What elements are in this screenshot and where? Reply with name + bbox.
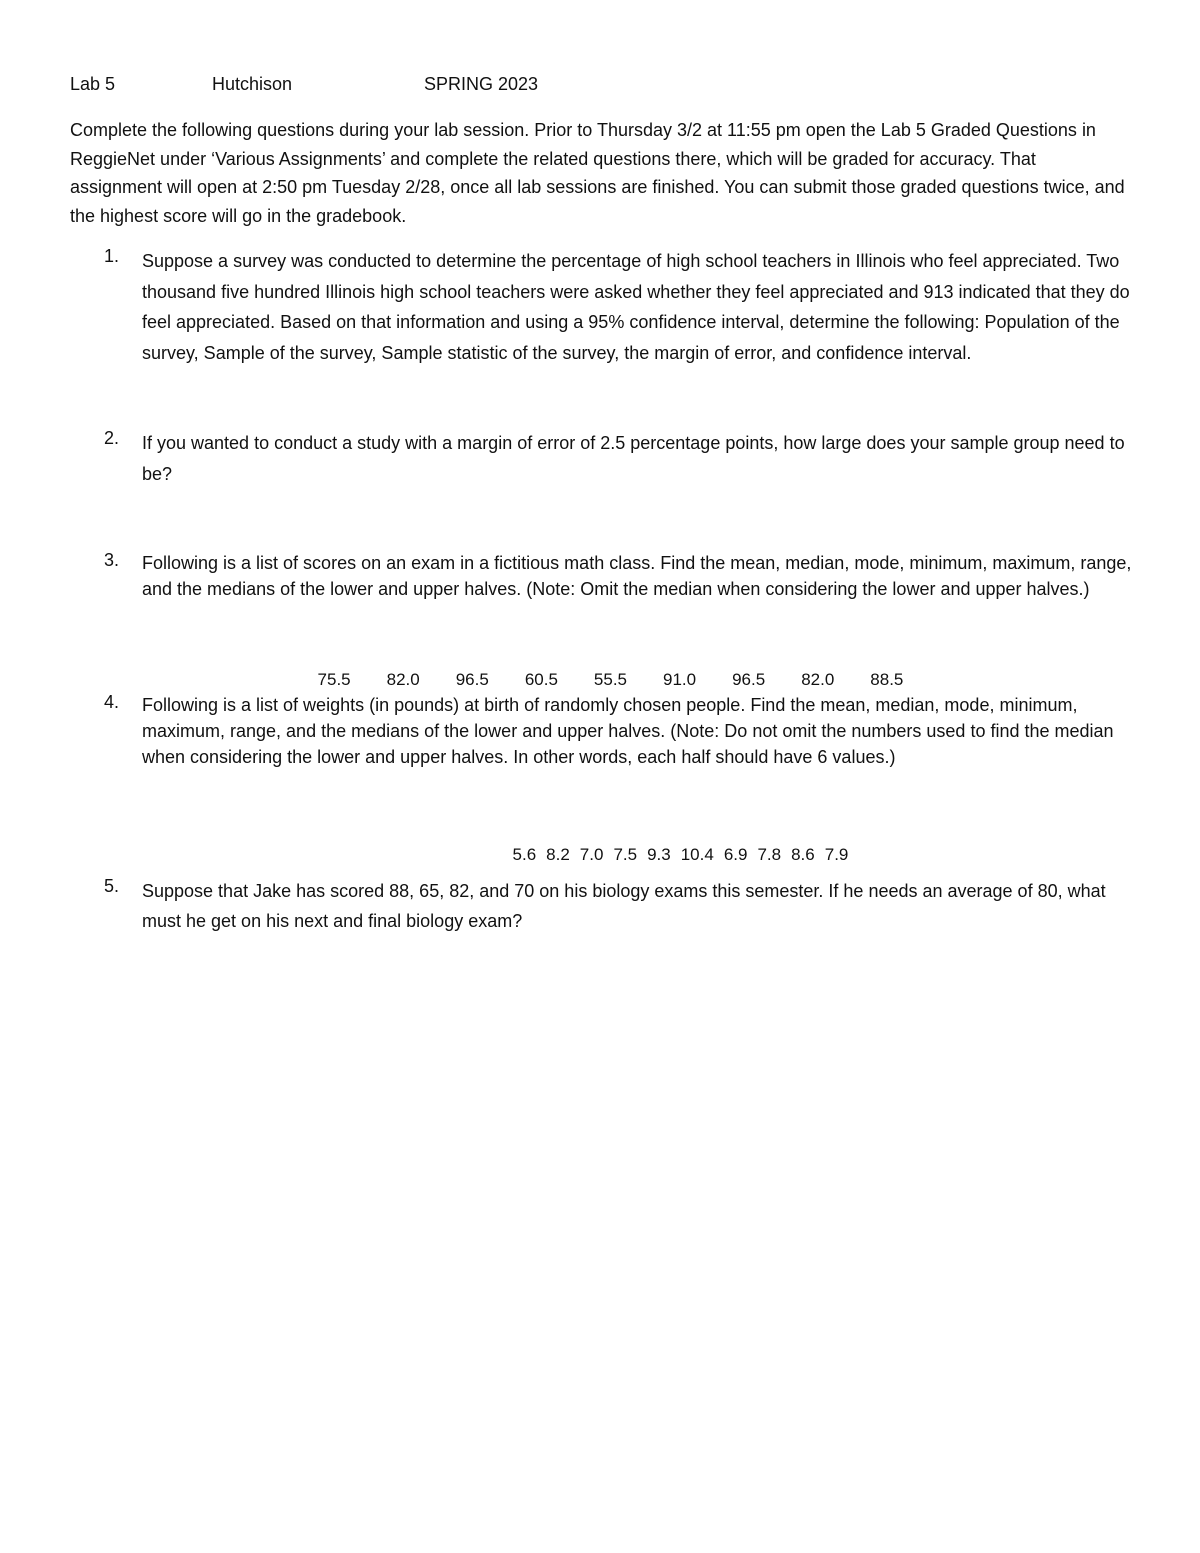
question-number: 1. [104,246,120,266]
question-text: Suppose a survey was conducted to determine the percentage of high school teachers in Illinois who feel appreciated. Two thousand five hundred Illinois high school teachers were asked whether they feel appreciated and 913 indicated that they do feel appreciated. Based on that information and using a 95% confidence interval, determine the following: Population of the survey, Sample of the survey, Sample statistic of the survey, the margin of error, and confidence interval. [142,251,1130,363]
question-3 [70,550,1132,602]
term-label: SPRING 2023 [424,74,539,94]
weight-value: 5.6 [512,845,537,864]
weight-value: 8.2 [546,845,570,864]
score-value: 82.0 [801,670,835,689]
question-1 [70,246,1132,368]
score-value: 60.5 [524,670,558,689]
weight-value: 7.9 [824,845,849,864]
question-number: 5. [104,876,120,896]
score-value: 82.0 [386,670,420,689]
question-text: Following is a list of weights (in pounds) at birth of randomly chosen people. Find the mean, median, mode, minimum, maximum, range, and the medians of the lower and upper halves. (Note: Do not omit the numbers used to find the median when considering the lower and upper halves. In other words, each half should have 6 values.) [142,695,1114,767]
weight-value: 7.5 [613,845,638,864]
weight-value: 10.4 [680,845,714,864]
question-5 [70,876,1132,936]
question-number: 2. [104,428,120,448]
score-value: 96.5 [732,670,766,689]
weight-value: 6.9 [723,845,748,864]
weight-value: 7.0 [579,845,604,864]
weight-value: 7.8 [757,845,782,864]
score-value: 96.5 [455,670,489,689]
question-2 [70,428,1132,489]
weight-value: 9.3 [647,845,671,864]
question-number: 3. [104,550,120,570]
score-value: 91.0 [663,670,697,689]
weight-value: 8.6 [791,845,815,864]
question-4 [70,692,1132,770]
score-value: 75.5 [317,670,351,689]
question-text: Suppose that Jake has scored 88, 65, 82, and 70 on his biology exams this semester. If he needs an average of 80, what must he get on his next and final biology exam? [142,881,1106,931]
lab-title: Lab 5 [70,74,116,94]
score-value: 55.5 [593,670,627,689]
score-value: 88.5 [870,670,904,689]
document-header [70,74,1130,98]
instructor-name: Hutchison [212,74,293,94]
intro-paragraph: Complete the following questions during your lab session. Prior to Thursday 3/2 at 11:55 pm open the Lab 5 Graded Questions in ReggieNet under ‘Various Assignments’ and complete the related questions there, which will be graded for accuracy. That assignment will open at 2:50 pm Tuesday 2/28, once all lab sessions are finished. You can submit those graded questions twice, and the highest score will go in the gradebook. [70,120,1125,226]
question-text: Following is a list of scores on an exam in a fictitious math class. Find the mean, median, mode, minimum, maximum, range, and the medians of the lower and upper halves. (Note: Omit the median when considering the lower and upper halves.) [142,553,1132,599]
question-number: 4. [104,692,120,712]
question-text: If you wanted to conduct a study with a margin of error of 2.5 percentage points, how large does your sample group need to be? [142,433,1125,484]
